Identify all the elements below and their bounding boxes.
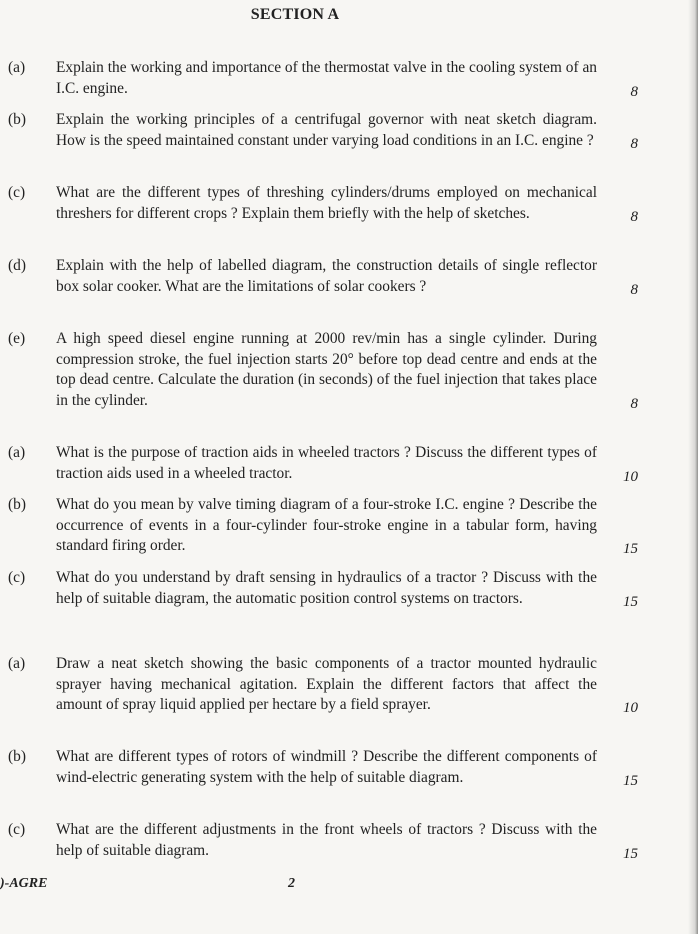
question-text: What do you understand by draft sensing in hydraulics of a tractor ? Discuss with the help of suitable diagram, the automatic position control systems on tractors. <box>56 569 597 607</box>
question-text: Explain the working principles of a centrifugal governor with neat sketch diagram. How is the speed maintained constant under varying load conditions in an I.C. engine ? <box>56 111 597 149</box>
question-text: What are different types of rotors of windmill ? Describe the different components of wind-electric generating system with the help of suitable diagram. <box>56 748 597 786</box>
question-item <box>8 183 638 224</box>
question-text: Explain with the help of labelled diagram, the construction details of single reflector box solar cooker. What are the limitations of solar cookers ? <box>56 257 597 295</box>
question-label: (a) <box>8 444 26 461</box>
question-item <box>8 495 638 557</box>
question-label: (b) <box>8 748 26 765</box>
question-marks: 8 <box>630 281 638 298</box>
question-item <box>8 329 638 411</box>
question-item <box>8 256 638 297</box>
question-label: (c) <box>8 569 26 586</box>
question-marks: 15 <box>623 541 638 557</box>
question-label: (c) <box>8 821 26 838</box>
question-text: What are the different adjustments in the front wheels of tractors ? Discuss with the help of suitable diagram. <box>56 821 597 859</box>
question-label: (e) <box>8 330 26 347</box>
question-text: What is the purpose of traction aids in wheeled tractors ? Discuss the different types of traction aids used in a wheeled tractor. <box>56 444 597 482</box>
question-text: A high speed diesel engine running at 2000 rev/min has a single cylinder. During compression stroke, the fuel injection starts 20° before top dead centre and ends at the top dead centre. Calculate the duration (in seconds) of the fuel injection that takes place in the cylinder. <box>56 330 597 409</box>
question-item <box>8 110 638 151</box>
question-marks: 10 <box>623 468 638 485</box>
question-item <box>8 443 638 484</box>
question-marks: 15 <box>623 772 638 789</box>
question-label: (b) <box>8 496 26 513</box>
question-item <box>8 568 638 609</box>
question-marks: 8 <box>630 208 638 225</box>
question-item <box>8 747 638 788</box>
question-marks: 8 <box>630 135 638 152</box>
question-marks: 10 <box>623 700 638 716</box>
question-item <box>8 58 638 99</box>
question-label: (d) <box>8 257 26 274</box>
question-label: (c) <box>8 184 26 201</box>
question-text: Draw a neat sketch showing the basic components of a tractor mounted hydraulic sprayer having mechanical agitation. Explain the different factors that affect the amount of spray liquid applied per hectare by a field sprayer. <box>56 655 597 713</box>
question-label: (a) <box>8 59 26 76</box>
paper-code: )-AGRE <box>0 876 48 891</box>
page-number: 2 <box>288 876 295 891</box>
question-text: Explain the working and importance of the thermostat valve in the cooling system of an I.C. engine. <box>56 59 597 97</box>
question-label: (a) <box>8 655 26 672</box>
question-item <box>8 820 638 861</box>
question-text: What are the different types of threshing cylinders/drums employed on mechanical threshers for different crops ? Explain them briefly with the help of sketches. <box>56 184 597 222</box>
question-marks: 15 <box>623 593 638 610</box>
question-marks: 8 <box>630 395 638 412</box>
question-marks: 8 <box>630 83 638 100</box>
page-edge-shadow <box>688 0 698 934</box>
question-text: What do you mean by valve timing diagram of a four-stroke I.C. engine ? Describe the occurrence of events in a four-cylinder four-stroke engine in a tabular form, having standard firing order. <box>56 496 597 554</box>
question-label: (b) <box>8 111 26 128</box>
question-item <box>8 654 638 716</box>
question-marks: 15 <box>623 845 638 862</box>
section-title: SECTION A <box>250 6 340 23</box>
